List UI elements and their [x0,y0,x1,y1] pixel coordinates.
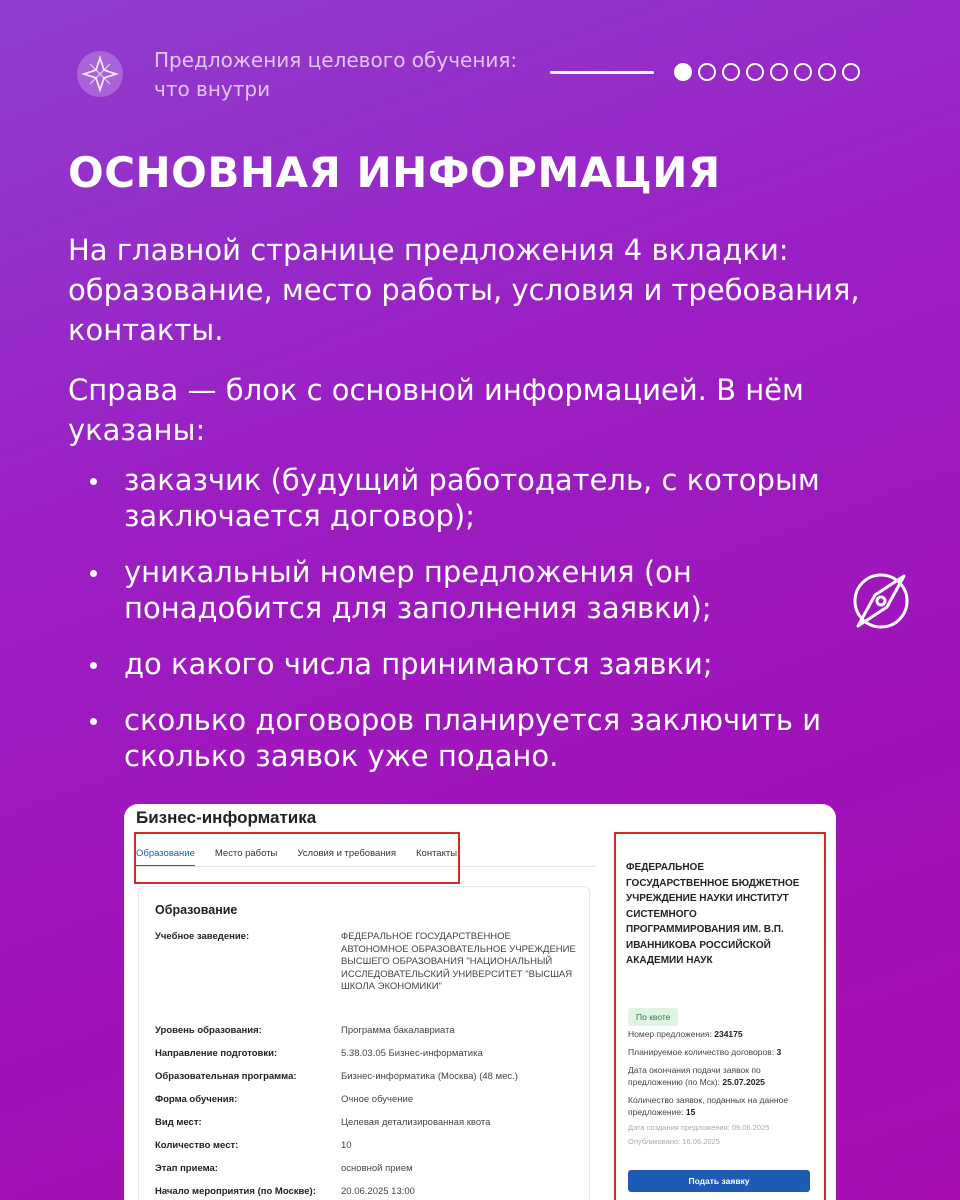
offer-summary-panel [614,832,826,1200]
deadline-value: 25.07.2025 [722,1077,765,1087]
compass-logo-icon [76,50,124,98]
quota-badge: По квоте [628,1008,678,1026]
field-value: ФЕДЕРАЛЬНОЕ ГОСУДАРСТВЕННОЕ АВТОНОМНОЕ ОБРАЗОВАТЕЛЬНОЕ УЧРЕЖДЕНИЕ ВЫСШЕГО ОБРАЗОВАНИЯ "НАЦИОНАЛЬНЫЙ ИССЛЕДОВАТЕЛЬСКИЙ УНИВЕРСИТЕТ "ВЫСШАЯ ШКОЛА ЭКОНОМИКИ" [341,931,576,992]
field-label: Уровень образования: [155,1025,262,1036]
field-value: основной прием [341,1163,413,1174]
pager-dot [674,63,692,81]
applications-label: Количество заявок, поданных на данное предложение: [628,1095,789,1117]
field-value: 20.06.2025 13:00 [341,1186,415,1197]
pager-dot [842,63,860,81]
applications-count [628,1094,816,1118]
pager-dot [698,63,716,81]
planned-contracts-label: Планируемое количество договоров: [628,1047,775,1057]
info-list [86,462,886,794]
field-value: 5.38.03.05 Бизнес-информатика [341,1048,483,1059]
tabs-highlight-frame [134,832,460,884]
customer-name: ФЕДЕРАЛЬНОЕ ГОСУДАРСТВЕННОЕ БЮДЖЕТНОЕ УЧРЕЖДЕНИЕ НАУКИ ИНСТИТУТ СИСТЕМНОГО ПРОГРАММИРОВАНИЯ ИМ. В.П. ИВАННИКОВА РОССИЙСКОЙ АКАДЕМИИ НАУК [626,862,800,966]
field-label: Этап приема: [155,1163,218,1174]
education-panel [138,886,590,1200]
list-item: до какого числа принимаются заявки; [86,646,886,682]
offer-screenshot [124,804,836,1200]
deadline [628,1064,816,1088]
header [76,44,906,104]
page-heading: ОСНОВНАЯ ИНФОРМАЦИЯ [68,148,721,197]
info-block-paragraph: Справа — блок с основной информацией. В нём указаны: [68,373,804,447]
planned-contracts-value: 3 [776,1047,782,1057]
field-label: Образовательная программа: [155,1071,297,1082]
apply-button[interactable]: Подать заявку [628,1170,810,1192]
pager-dot [794,63,812,81]
field-label: Вид мест: [155,1117,202,1128]
pager-dot [770,63,788,81]
pager-dot [722,63,740,81]
list-item: заказчик (будущий работодатель, с которым заключается договор); [86,462,886,534]
tab-workplace[interactable]: Место работы [214,848,278,859]
slide-pager [674,63,860,81]
applications-value: 15 [685,1107,696,1117]
offer-title: Бизнес-информатика [136,808,317,827]
offer-number-value: 234175 [714,1029,743,1039]
field-value: Целевая детализированная квота [341,1117,491,1128]
tab-contacts[interactable]: Контакты [416,848,458,859]
field-label: Начало мероприятия (по Москве): [155,1186,316,1197]
created-date: Дата создания предложения: 09.06.2025 [628,1123,770,1132]
field-value: Программа бакалавриата [341,1025,455,1036]
field-label: Учебное заведение: [155,931,250,942]
header-divider [550,71,654,74]
tab-conditions[interactable]: Условия и требования [297,848,396,859]
field-value: 10 [341,1140,352,1151]
field-value: Бизнес-информатика (Москва) (48 мес.) [341,1071,518,1082]
field-label: Форма обучения: [155,1094,238,1105]
published-date: Опубликовано: 16.06.2025 [628,1137,720,1146]
deadline-label: Дата окончания подачи заявок по предложению (по Мск): [628,1065,761,1087]
list-item: уникальный номер предложения (он понадобится для заполнения заявки); [86,554,886,626]
compass-icon [846,566,916,636]
intro-paragraph: На главной странице предложения 4 вкладки: образование, место работы, условия и требования, контакты. [68,233,860,347]
field-label: Направление подготовки: [155,1048,278,1059]
planned-contracts [628,1046,816,1058]
pager-dot [818,63,836,81]
section-title: Образование [155,903,238,917]
tab-education[interactable]: Образование [136,848,195,867]
offer-number-label: Номер предложения: [628,1029,712,1039]
field-value: Очное обучение [341,1094,414,1105]
pager-dot [746,63,764,81]
list-item: сколько договоров планируется заключить и сколько заявок уже подано. [86,702,886,774]
field-label: Количество мест: [155,1140,239,1151]
offer-number [628,1028,816,1040]
header-title: Предложения целевого обучения: что внутри [154,48,518,101]
